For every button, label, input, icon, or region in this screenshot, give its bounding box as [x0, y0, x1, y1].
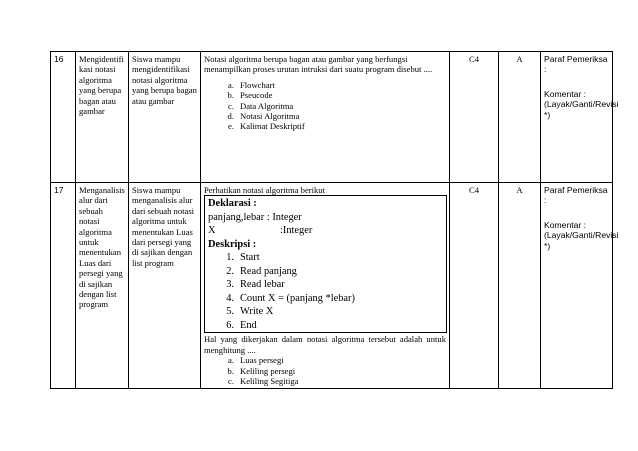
question-cell: [201, 52, 450, 183]
paraf-label: Paraf Pemeriksa :: [544, 54, 608, 75]
description-title: Deskripsi :: [208, 238, 257, 250]
objective-cell: Siswa mampu mengidentifikasi notasi algoritma yang berupa bagan atau gambar: [129, 52, 201, 183]
answer-key: A: [499, 52, 541, 183]
answer-option: e. Kalimat Deskriptif: [228, 121, 305, 132]
table-row: [51, 52, 613, 183]
question-text: Notasi algoritma berupa bagan atau gambar yang berfungsi menampilkan proses urutan intruksi dari suatu program disebut ....: [204, 54, 433, 75]
question-cell: [201, 183, 450, 389]
algorithm-step: 2. Read panjang: [226, 265, 297, 277]
algorithm-code-box: [204, 195, 447, 333]
algorithm-step: 1. Start: [226, 252, 260, 264]
komentar-label: Komentar :: [544, 88, 587, 99]
question-table: [50, 51, 619, 389]
indicator-cell: Menganalisis alur dari sebuah notasi algoritma untuk menentukan Luas dari persegi yang di sajikan dengan list program: [76, 183, 129, 389]
algorithm-step: 6. End: [226, 319, 257, 331]
answer-option: b. Keliling persegi: [227, 365, 296, 376]
answer-option: a. Flowchart: [228, 79, 275, 90]
question-intro: Perhatikan notasi algoritma berikut: [204, 185, 325, 195]
review-cell: [541, 183, 619, 389]
objective-cell: Siswa mampu menganalisis alur dari sebuah notasi algoritma untuk menentukan Luas dari persegi yang di sajikan dengan list program: [129, 183, 201, 389]
table-row: [51, 183, 613, 389]
declaration-line: X :Integer: [208, 225, 313, 237]
cognitive-level: C4: [450, 183, 499, 389]
algorithm-step: 3. Read lebar: [226, 279, 285, 291]
paraf-label: Paraf Pemeriksa :: [544, 185, 608, 206]
cognitive-level: C4: [450, 52, 499, 183]
question-number: 16: [51, 52, 76, 183]
review-choices: (Layak/Ganti/Revisi *): [544, 230, 619, 251]
answer-option: a. Luas persegi: [228, 355, 284, 366]
answer-option: c. Data Algoritma: [228, 100, 294, 111]
komentar-label: Komentar :: [544, 219, 587, 230]
declaration-line: panjang,lebar : Integer: [208, 211, 302, 223]
answer-option: d. Notasi Algoritma: [227, 111, 300, 122]
indicator-cell: Mengidentifi kasi notasi algoritma yang berupa bagan atau gambar: [76, 52, 129, 183]
question-text: Hal yang dikerjakan dalam notasi algoritma tersebut adalah untuk menghitung ....: [204, 334, 446, 355]
review-cell: [541, 52, 619, 183]
question-number: 17: [51, 183, 76, 389]
answer-option: b. Pseucode: [227, 90, 273, 101]
answer-key: A: [499, 183, 541, 389]
answer-option: c. Keliling Segitiga: [228, 376, 299, 387]
review-choices: (Layak/Ganti/Revisi *): [544, 99, 619, 120]
declaration-title: Deklarasi :: [208, 198, 257, 210]
algorithm-step: 4. Count X = (panjang *lebar): [226, 292, 355, 304]
algorithm-step: 5. Write X: [226, 306, 274, 318]
